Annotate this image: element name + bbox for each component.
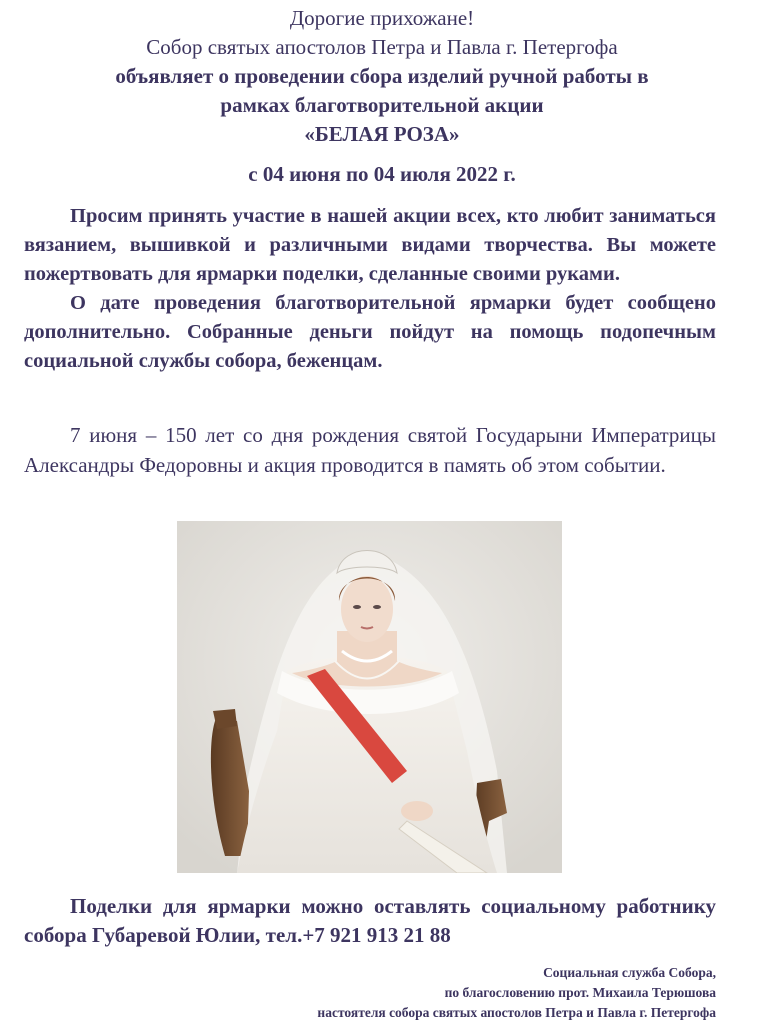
- anniversary-paragraph: 7 июня – 150 лет со дня рождения святой Государыни Императрицы Александры Федоровны и акция проводится в память об этом событии.: [24, 423, 716, 477]
- announcement-line-2: рамках благотворительной акции: [220, 93, 544, 117]
- signature-line-1: Социальная служба Собора,: [543, 965, 716, 980]
- greeting: Дорогие прихожане!: [289, 6, 475, 30]
- signature-line-2: по благословению прот. Михаила Терюшова: [444, 985, 716, 1000]
- empress-portrait-image: [177, 521, 562, 873]
- signature-line-3: настоятеля собора святых апостолов Петра и Павла г. Петергофа: [317, 1005, 716, 1020]
- appeal-paragraph-2: О дате проведения благотворительной ярмарки будет сообщено дополнительно. Собранные деньги пойдут на помощь подопечным социальной службы собора, беженцам.: [24, 292, 716, 372]
- campaign-dates: с 04 июня по 04 июля 2022 г.: [248, 162, 516, 186]
- anniversary-note: [24, 420, 716, 480]
- contact-info: [24, 892, 716, 950]
- header: [0, 4, 764, 149]
- signature-block: [156, 963, 716, 1023]
- main-appeal: [24, 202, 716, 376]
- campaign-name: «БЕЛАЯ РОЗА»: [304, 122, 460, 146]
- appeal-paragraph-1: Просим принять участие в нашей акции всех, кто любит заниматься вязанием, вышивкой и различными видами творчества. Вы можете пожертвовать для ярмарки поделки, сделанные своими руками.: [24, 205, 716, 285]
- contact-paragraph: Поделки для ярмарки можно оставлять социальному работнику собора Губаревой Юлии, тел.+7 921 913 21 88: [24, 894, 716, 947]
- announcement-line-1: объявляет о проведении сбора изделий ручной работы в: [115, 64, 649, 88]
- organization-name: Собор святых апостолов Петра и Павла г. Петергофа: [146, 35, 618, 59]
